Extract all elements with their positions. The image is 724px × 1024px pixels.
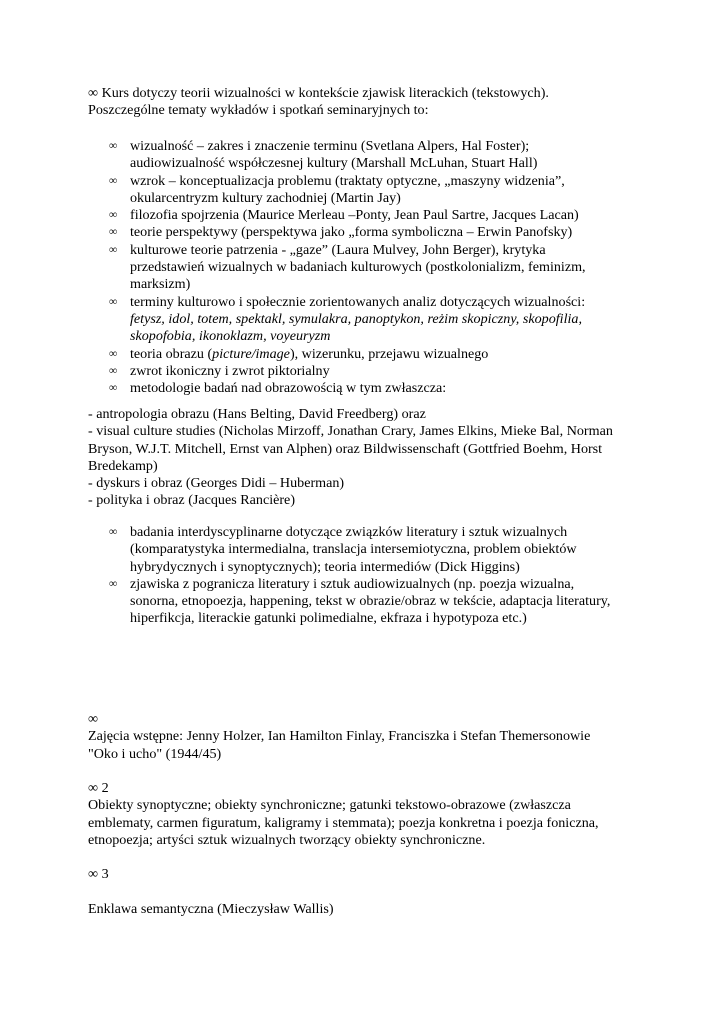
italic-terms: skopofobia, ikonoklazm, voyeuryzm — [130, 328, 331, 345]
session-block — [88, 866, 718, 918]
session-line: Enklawa semantyczna (Mieczysław Wallis) — [88, 900, 334, 917]
list-item-text: okularcentryzm kultury zachodniej (Martin Jay) — [130, 189, 401, 206]
list-item-text — [130, 346, 688, 363]
list-item-text: hiperfikcja, literackie gatunki polimedialne, ekfraza i hypotypoza etc.) — [130, 610, 527, 627]
list-item — [88, 363, 688, 380]
list-item — [88, 576, 688, 628]
infinity-bullet-icon: ∞ — [109, 364, 118, 377]
list-item-text: kulturowe teorie patrzenia - „gaze” (Laura Mulvey, John Berger), krytyka — [130, 241, 546, 258]
list-item-text: przedstawień wizualnych w badaniach kulturowych (postkolonializm, feminizm, — [130, 259, 586, 276]
list-item-italic-text — [130, 328, 688, 345]
list-item — [88, 138, 688, 173]
session-line: Obiekty synoptyczne; obiekty synchroniczne; gatunki tekstowo-obrazowe (zwłaszcza — [88, 797, 571, 814]
session-heading: ∞ 2 — [88, 780, 109, 796]
list-item-text: hybrydycznych i synoptycznych); teoria intermediów (Dick Higgins) — [130, 558, 520, 575]
list-item-italic-text — [130, 311, 688, 328]
list-item-text: sonorna, etnopoezja, happening, tekst w obrazie/obraz w tekście, adaptacja literatury, — [130, 593, 611, 610]
list-item-text: zjawiska z pogranicza literatury i sztuk audiowizualnych (np. poezja wizualna, — [130, 575, 575, 592]
infinity-bullet-icon: ∞ — [109, 243, 118, 256]
list-item-text: (komparatystyka intermedialna, translacja intersemiotyczna, problem obiektów — [130, 541, 577, 558]
text-segment: ), wizerunku, przejawu wizualnego — [289, 345, 489, 362]
session-block — [88, 780, 718, 849]
list-item — [88, 294, 688, 346]
infinity-bullet-icon: ∞ — [109, 140, 118, 152]
methodology-line: - visual culture studies (Nicholas Mirzoff, Jonathan Crary, James Elkins, Mieke Bal, Norman — [88, 423, 613, 440]
methodology-line: - polityka i obraz (Jacques Rancière) — [88, 492, 296, 509]
list-item-text: badania interdyscyplinarne dotyczące związków literatury i sztuk wizualnych — [130, 524, 568, 540]
list-item-text: metodologie badań nad obrazowością w tym zwłaszcza: — [130, 380, 447, 397]
list-item — [88, 346, 688, 363]
session-line — [88, 883, 718, 900]
list-item — [88, 524, 688, 576]
list-item-text: marksizm) — [130, 276, 191, 293]
methodology-line: Bryson, W.J.T. Mitchell, Ernst van Alphen) oraz Bildwissenschaft (Gottfried Boehm, Horst — [88, 440, 603, 457]
infinity-bullet-icon: ∞ — [109, 577, 118, 590]
list-item-text: filozofia spojrzenia (Maurice Merleau –Ponty, Jean Paul Sartre, Jacques Lacan) — [130, 207, 579, 224]
methodologies-block — [88, 406, 718, 510]
methodology-line: Bredekamp) — [88, 457, 158, 474]
infinity-bullet-icon: ∞ — [109, 174, 118, 187]
infinity-bullet-icon: ∞ — [109, 295, 118, 308]
session-line: emblematy, carmen figuratum, kaligramy i stemmata); poezja konkretna i poezja foniczna, — [88, 814, 599, 831]
text-segment: teoria obrazu ( — [130, 345, 213, 362]
list-item-text: wzrok – konceptualizacja problemu (traktaty optyczne, „maszyny widzenia”, — [130, 172, 565, 189]
list-item-text: teorie perspektywy (perspektywa jako „forma symboliczna – Erwin Panofsky) — [130, 224, 573, 241]
list-item-text: wizualność – zakres i znaczenie terminu (Svetlana Alpers, Hal Foster); — [130, 138, 530, 154]
methodology-line: - dyskurs i obraz (Georges Didi – Huberman) — [88, 475, 345, 492]
infinity-bullet-icon: ∞ — [109, 226, 118, 239]
infinity-bullet-icon: ∞ — [109, 209, 118, 222]
list-item — [88, 207, 688, 224]
italic-terms: fetysz, idol, totem, spektakl, symulakra, panoptykon, reżim skopiczny, skopofilia, — [130, 310, 582, 327]
infinity-bullet-icon: ∞ — [109, 347, 118, 360]
list-item-text: terminy kulturowo i społecznie zorientowanych analiz dotyczących wizualności: — [130, 293, 586, 310]
intro-line: Poszczególne tematy wykładów i spotkań seminaryjnych to: — [88, 102, 429, 119]
session-heading: ∞ — [88, 711, 99, 727]
intro-paragraph — [88, 85, 708, 120]
list-item — [88, 173, 688, 208]
methodology-line: - antropologia obrazu (Hans Belting, David Freedberg) oraz — [88, 406, 426, 422]
list-item-text: zwrot ikoniczny i zwrot piktorialny — [130, 362, 330, 379]
topics-list — [88, 138, 688, 397]
list-item — [88, 224, 688, 241]
list-item — [88, 380, 688, 397]
list-item-text: audiowizualność współczesnej kultury (Marshall McLuhan, Stuart Hall) — [130, 155, 538, 172]
italic-term: picture/image — [212, 345, 290, 362]
session-line: "Oko i ucho" (1944/45) — [88, 745, 222, 762]
session-line: etnopoezja; artyści sztuk wizualnych tworzący obiekty synchroniczne. — [88, 831, 486, 848]
session-block — [88, 711, 718, 763]
session-line: Zajęcia wstępne: Jenny Holzer, Ian Hamilton Finlay, Franciszka i Stefan Themersonowie — [88, 728, 591, 745]
topics-list-2 — [88, 524, 688, 628]
infinity-bullet-icon: ∞ — [109, 382, 118, 395]
infinity-bullet-icon: ∞ — [109, 526, 118, 538]
intro-line: ∞ Kurs dotyczy teorii wizualności w kontekście zjawisk literackich (tekstowych). — [88, 85, 549, 101]
session-heading: ∞ 3 — [88, 866, 109, 882]
list-item — [88, 242, 688, 294]
